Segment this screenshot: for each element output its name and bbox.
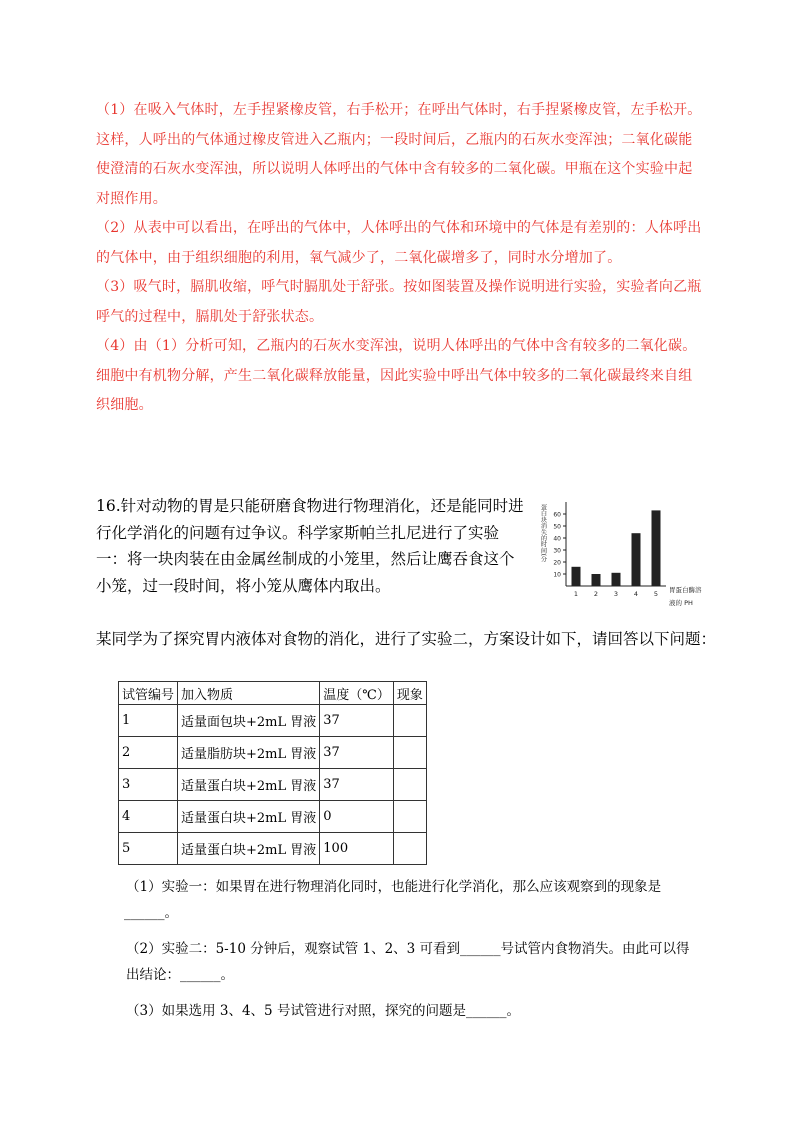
cell-tube: 1 [119, 705, 178, 737]
y-tick-label: 20 [553, 559, 561, 567]
sub-question-2: （2）实验二：5-10 分钟后，观察试管 1、2、3 可看到______号试管内食物消失。由此可以得 [126, 941, 690, 957]
cell-temperature: 100 [320, 833, 394, 865]
cell-tube: 3 [119, 769, 178, 801]
question-16-intro2-block [96, 626, 716, 653]
bar [632, 533, 641, 586]
x-tick-label: 3 [613, 590, 619, 598]
cell-temperature: 37 [320, 769, 394, 801]
cell-substance: 适量面包块+2mL 胃液 [178, 705, 320, 737]
header-temperature: 温度（℃） [320, 682, 394, 705]
experiment-table [118, 681, 427, 865]
bar [652, 510, 661, 586]
y-tick-label: 40 [553, 535, 561, 543]
answer-3: （3）吸气时，膈肌收缩，呼气时膈肌处于舒张。按如图装置及操作说明进行实验，实验者向乙瓶呼气的过程中，膈肌处于舒张状态。 [96, 279, 702, 325]
x-tick-label: 1 [573, 590, 579, 598]
cell-tube: 5 [119, 833, 178, 865]
answer-1: （1）在吸入气体时，左手捏紧橡皮管，右手松开；在呼出气体时，右手捏紧橡皮管，左手松开。这样，人呼出的气体通过橡皮管进入乙瓶内；一段时间后，乙瓶内的石灰水变浑浊；二氧化碳能使澄清的石灰水变浑浊，所以说明人体呼出的气体中含有较多的二氧化碳。甲瓶在这个实验中起对照作用。 [96, 102, 702, 207]
question-16-intro-block [96, 493, 526, 599]
cell-temperature: 0 [320, 801, 394, 833]
x-axis-label-line2: 液的 PH [669, 599, 693, 607]
answer-4: （4）由（1）分析可知，乙瓶内的石灰水变浑浊，说明人体呼出的气体中含有较多的二氧化碳。细胞中有机物分解，产生二氧化碳释放能量，因此实验中呼出气体中较多的二氧化碳最终来自组织细胞。 [96, 338, 697, 413]
header-phenomenon: 现象 [393, 682, 426, 705]
y-axis-label: 蛋白块消失的时间(分 [539, 504, 547, 563]
x-tick-label: 4 [633, 590, 639, 598]
y-tick-label: 50 [553, 523, 561, 531]
sub-question-1: （1）实验一：如果胃在进行物理消化同时，也能进行化学消化，那么应该观察到的现象是 [126, 879, 662, 895]
x-axis-label-line1: 胃蛋白酶溶 [669, 586, 702, 594]
table-row [119, 801, 427, 833]
table-row [119, 833, 427, 865]
y-tick-label: 60 [553, 511, 561, 519]
cell-phenomenon [393, 769, 426, 801]
cell-phenomenon [393, 737, 426, 769]
sub-question-2-cont: 出结论：______。 [126, 967, 234, 983]
bar [592, 574, 601, 586]
answer-2: （2）从表中可以看出，在呼出的气体中，人体呼出的气体和环境中的气体是有差别的：人体呼出的气体中，由于组织细胞的利用，氧气减少了，二氧化碳增多了，同时水分增加了。 [96, 220, 702, 266]
y-tick-label: 30 [553, 547, 561, 555]
x-tick-label: 2 [593, 590, 599, 598]
table-row [119, 737, 427, 769]
table-header-row [119, 682, 427, 705]
cell-temperature: 37 [320, 737, 394, 769]
cell-phenomenon [393, 801, 426, 833]
table-row [119, 769, 427, 801]
sub-question-3: （3）如果选用 3、4、5 号试管进行对照，探究的问题是______。 [126, 1003, 520, 1019]
x-tick-label: 5 [653, 590, 659, 598]
cell-substance: 适量脂肪块+2mL 胃液 [178, 737, 320, 769]
cell-substance: 适量蛋白块+2mL 胃液 [178, 769, 320, 801]
sub-questions [126, 874, 726, 1024]
cell-substance: 适量蛋白块+2mL 胃液 [178, 801, 320, 833]
cell-tube: 2 [119, 737, 178, 769]
bar [612, 573, 621, 586]
y-tick-label: 10 [553, 571, 561, 579]
question-16-intro2: 某同学为了探究胃内液体对食物的消化，进行了实验二，方案设计如下，请回答以下问题： [96, 630, 717, 648]
header-tube-number: 试管编号 [119, 682, 178, 705]
cell-phenomenon [393, 705, 426, 737]
bar [572, 567, 581, 586]
answers-block [96, 96, 706, 421]
chart-svg [534, 496, 704, 620]
cell-phenomenon [393, 833, 426, 865]
header-substance: 加入物质 [178, 682, 320, 705]
sub-question-1-blank: ______。 [124, 905, 178, 921]
digestion-chart [534, 496, 704, 620]
table-row [119, 705, 427, 737]
cell-substance: 适量蛋白块+2mL 胃液 [178, 833, 320, 865]
cell-temperature: 37 [320, 705, 394, 737]
cell-tube: 4 [119, 801, 178, 833]
question-16-intro: 16.针对动物的胃是只能研磨食物进行物理消化，还是能同时进行化学消化的问题有过争议。科学家斯帕兰扎尼进行了实验一：将一块肉装在由金属丝制成的小笼里，然后让鹰吞食这个小笼，过一段时间，将小笼从鹰体内取出。 [96, 497, 524, 595]
